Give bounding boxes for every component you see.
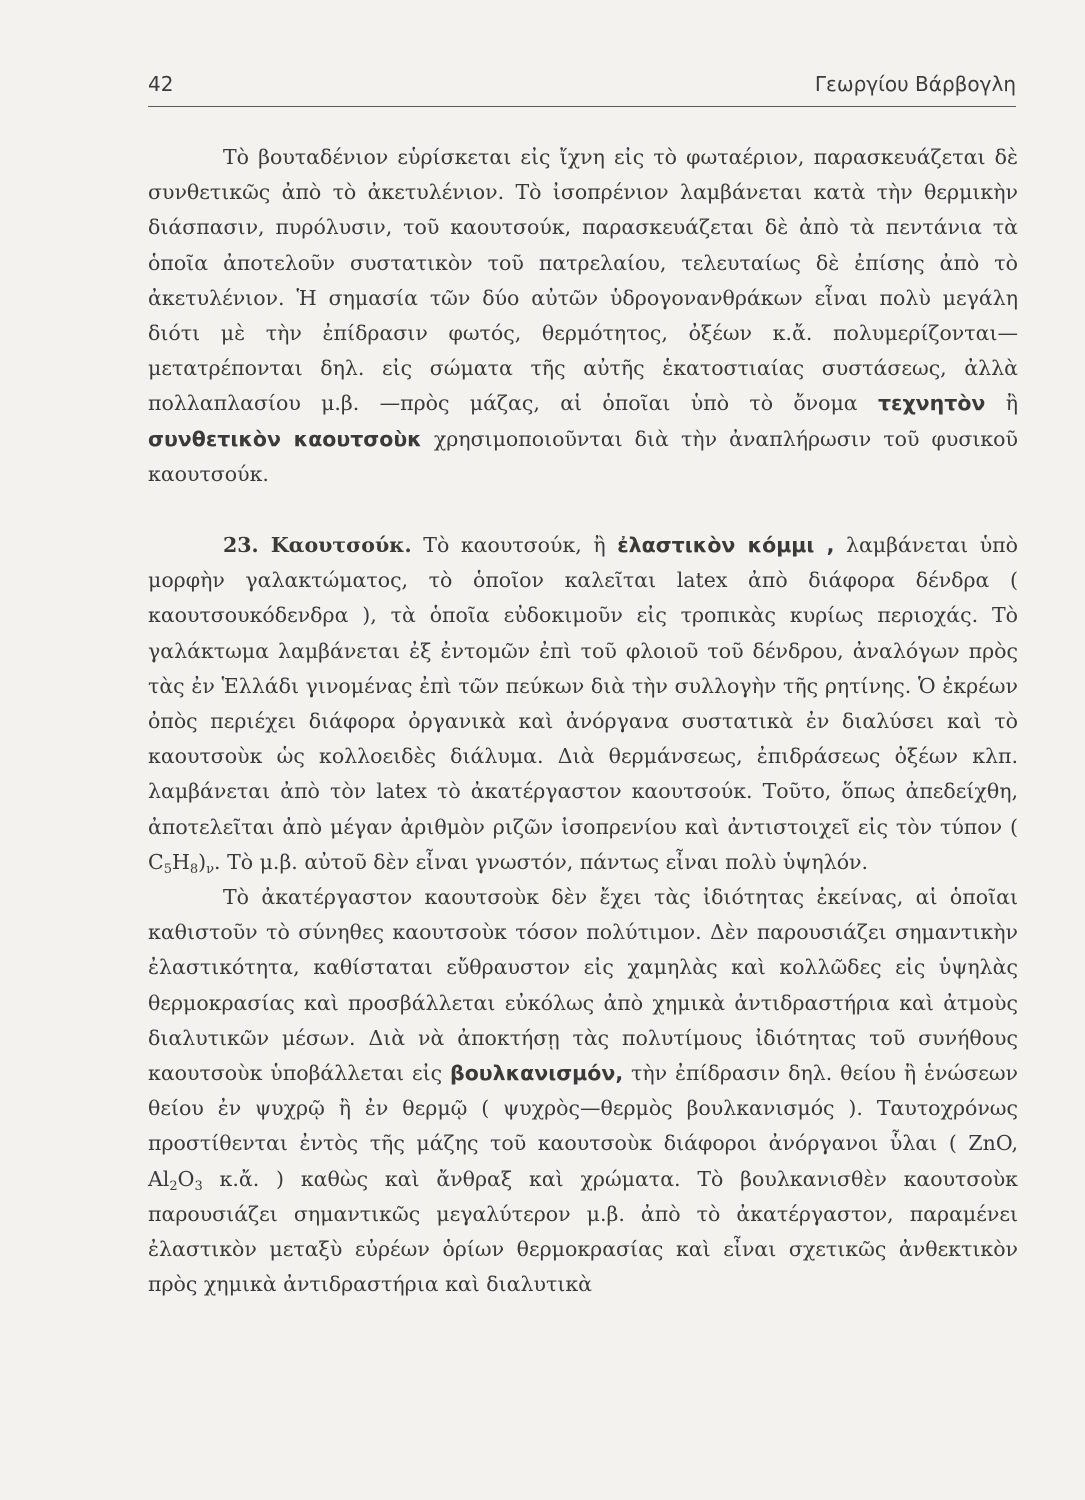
page-header <box>148 68 1016 108</box>
p3-sub-2: 2 <box>169 1178 178 1194</box>
s23-text-c: . Τὸ μ.β. αὐτοῦ δὲν εἶναι γνωστόν, πάντως εἶναι πολὺ ὑψηλόν. <box>214 849 869 874</box>
s23-bold-elastic-gum: ἐλαστικὸν κόμμι , <box>617 533 835 558</box>
header-rule <box>148 106 1016 107</box>
page-number: 42 <box>148 72 174 96</box>
s23-sub-8: 8 <box>189 861 199 877</box>
p3-text-b: τὴν ἐπίδρασιν δηλ. θείου ἢ ἑνώσεων θείου ἐν ψυχρῷ ἢ ἐν θερμῷ ( ψυχρὸς—θερμὸς βουλκανισμός ). Ταυτοχρόνως προστίθενται ἐντὸς τῆς μάζης τοῦ καουτσοὺκ διάφοροι ἀνόργανοι ὗλαι ( ZnO, Al <box>148 1061 1018 1191</box>
p1-bold-technitou: τεχνητὸν <box>877 391 986 416</box>
section-23-paragraph <box>148 528 1018 880</box>
page-body <box>148 140 1018 1303</box>
p1-text-c: χρησιμοποιοῦνται διὰ τὴν ἀναπλήρωσιν τοῦ φυσικοῦ καουτσούκ. <box>148 426 1018 486</box>
s23-sub-5: 5 <box>163 861 172 877</box>
s23-text-h: H <box>171 849 190 874</box>
paragraph-vulcanization <box>148 880 1018 1302</box>
p3-text-a: Τὸ ἀκατέργαστον καουτσοὺκ δὲν ἔχει τὰς ἰδιότητας ἐκείνας, αἱ ὁποῖαι καθιστοῦν τὸ σύνηθες καουτσοὺκ τόσον πολύτιμον. Δὲν παρουσιάζει σημαντικὴν ἐλαστικότητα, καθίσταται εὔθραυστον εἰς χαμηλὰς καὶ κολλῶδες εἰς ὑψηλὰς θερμοκρασίας καὶ προσβάλλεται εὐκόλως ἀπὸ χημικὰ ἀντιδραστήρια καὶ ἀτμοὺς διαλυτικῶν μέσων. Διὰ νὰ ἀποκτήσῃ τὰς πολυτίμους ἰδιότητας τοῦ συνήθους καουτσοὺκ ὑποβάλλεται εἰς <box>148 885 1018 1086</box>
p3-text-o: O <box>177 1166 195 1191</box>
s23-sub-v: ν <box>206 861 215 877</box>
p3-bold-vulcanization: βουλκανισμόν, <box>450 1061 624 1086</box>
p1-bold-synthetic-rubber: συνθετικὸν καουτσοὺκ <box>148 426 422 451</box>
s23-text-paren: ) <box>198 849 207 874</box>
p3-text-c: κ.ἄ. ) καθὼς καὶ ἄνθραξ καὶ χρώματα. Τὸ βουλκανισθὲν καουτσοὺκ παρουσιάζει σημαντικῶς μεγαλύτερον μ.β. ἀπὸ τὸ ἀκατέργαστον, παραμένει ἐλαστικὸν μεταξὺ εὐρέων ὁρίων θερμοκρασίας καὶ εἶναι σχετικῶς ἀνθεκτικὸν πρὸς χημικὰ ἀντιδραστήρια καὶ διαλυτικὰ <box>148 1166 1018 1297</box>
paragraph-butadiene <box>148 140 1018 492</box>
p3-sub-3: 3 <box>194 1178 203 1194</box>
p1-text-b: ἢ <box>1005 391 1018 416</box>
running-title: Γεωργίου Βάρβογλη <box>814 72 1016 96</box>
p1-text-a: Τὸ βουταδένιον εὑρίσκεται εἰς ἴχνη εἰς τὸ φωταέριον, παρασκευάζεται δὲ συνθετικῶς ἀπὸ τὸ ἀκετυλένιον. Τὸ ἰσοπρένιον λαμβάνεται κατὰ τὴν θερμικὴν διάσπασιν, πυρόλυσιν, τοῦ καουτσούκ, παρασκευάζεται δὲ ἀπὸ τὰ πεντάνια τὰ ὁποῖα ἀποτελοῦν συστατικὸν τοῦ πατρελαίου, τελευταίως δὲ ἐπίσης ἀπὸ τὸ ἀκετυλένιον. Ἡ σημασία τῶν δύο αὐτῶν ὑδρογονανθράκων εἶναι πολὺ μεγάλη διότι μὲ τὴν ἐπίδρασιν φωτός, θερμότητος, ὀξέων κ.ἄ. πολυμερίζονται—μετατρέπονται δηλ. εἰς σώματα τῆς αὐτῆς ἑκατοστιαίας συστάσεως, ἀλλὰ πολλαπλασίου μ.β. —πρὸς μάζας, αἱ ὁποῖαι ὑπὸ τὸ ὄνομα <box>148 145 1018 416</box>
s23-text-b: λαμβάνεται ὑπὸ μορφὴν γαλακτώματος, τὸ ὁποῖον καλεῖται latex ἀπὸ διάφορα δένδρα ( καουτσουκόδενδρα ), τὰ ὁποῖα εὐδοκιμοῦν εἰς τροπικὰς κυρίως περιοχάς. Τὸ γαλάκτωμα λαμβάνεται ἐξ ἐντομῶν ἐπὶ τοῦ φλοιοῦ τοῦ δένδρου, ἀναλόγων πρὸς τὰς ἐν Ἑλλάδι γινομένας ἐπὶ τῶν πεύκων διὰ τὴν συλλογὴν τῆς ρητίνης. Ὁ ἐκρέων ὀπὸς περιέχει διάφορα ὀργανικὰ καὶ ἀνόργανα συστατικὰ ἐν διαλύσει καὶ τὸ καουτσοὺκ ὡς κολλοειδὲς διάλυμα. Διὰ θερμάνσεως, ἐπιδράσεως ὀξέων κλπ. λαμβάνεται ἀπὸ τὸν latex τὸ ἀκατέργαστον καουτσούκ. Τοῦτο, ὅπως ἀπεδείχθη, ἀποτελεῖται ἀπὸ μέγαν ἀριθμὸν ριζῶν ἰσοπρενίου καὶ ἀντιστοιχεῖ εἰς τὸν τύπον ( C <box>148 533 1018 874</box>
s23-text-a: Τὸ καουτσούκ, ἢ <box>423 533 606 558</box>
section-heading: 23. Καουτσούκ. <box>223 533 412 558</box>
